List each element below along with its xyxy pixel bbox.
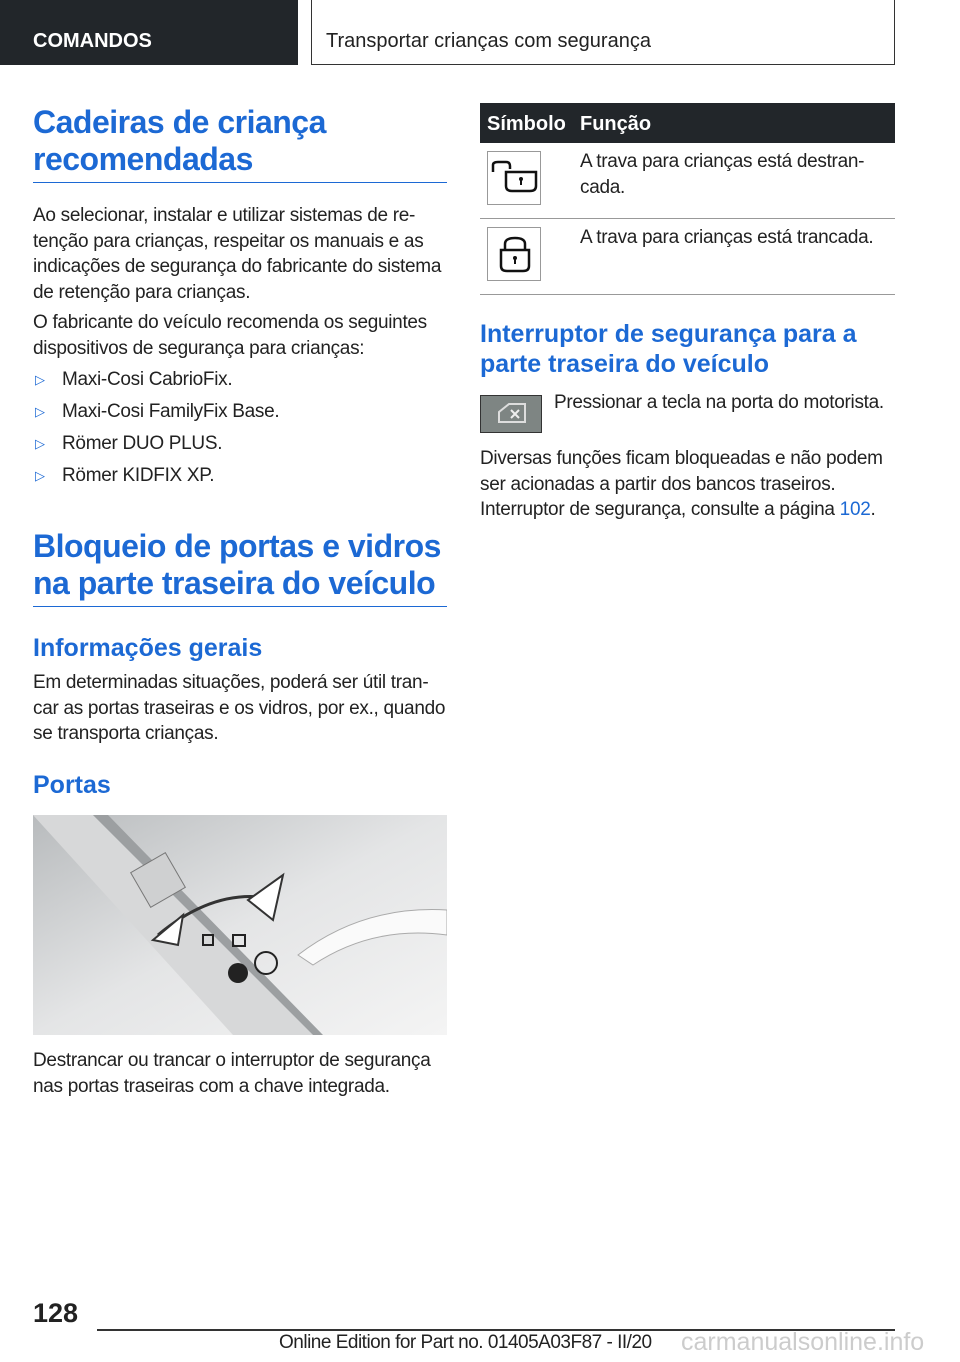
heading-recommended-seats: Cadeiras de criança recomendadas	[33, 104, 447, 183]
paragraph-intro: Ao selecionar, instalar e utilizar sistemas de retenção para crianças, respeitar os manuais e as indicações de segurança do fabricante do sistema de retenção para crianças.	[33, 205, 442, 303]
door-child-lock-image	[33, 815, 447, 1035]
heading-general-info: Informações gerais	[33, 634, 263, 662]
triangle-bullet-icon: ▷	[35, 436, 45, 451]
watermark: carmanualsonline.info	[681, 1328, 925, 1356]
triangle-bullet-icon: ▷	[35, 372, 45, 387]
paragraph-recommend: O fabricante do veículo recomenda os seguintes dispositivos de segurança para crianças:	[33, 312, 427, 359]
paragraph-text: Diversas funções ficam bloqueadas e não podem ser acionadas a partir dos bancos traseiros. Interruptor de segurança, consulte a página	[480, 448, 883, 520]
list-item-text: Römer DUO PLUS.	[62, 433, 223, 454]
table-row	[480, 143, 895, 219]
paragraph-functions-blocked	[480, 446, 895, 523]
list-item-text: Römer KIDFIX XP.	[62, 465, 215, 486]
list-item	[33, 460, 447, 492]
section-tab: COMANDOS	[0, 0, 298, 65]
lock-open-icon	[487, 151, 541, 205]
list-item	[33, 428, 447, 460]
list-item	[33, 396, 447, 428]
paragraph-general: Em determinadas situações, poderá ser útil trancar as portas traseiras e os vidros, por ex., quando se transporta crianças.	[33, 672, 446, 744]
heading-door-window-lock: Bloqueio de portas e vidros na parte traseira do veículo	[33, 528, 447, 607]
list-item-text: Maxi-Cosi CabrioFix.	[62, 369, 233, 390]
chapter-title: Transportar crianças com segurança	[311, 0, 895, 65]
window-lock-button-icon	[480, 395, 542, 433]
page-link[interactable]: 102	[839, 499, 871, 520]
table-cell-function: A trava para crianças está destrancada.	[580, 151, 865, 198]
table-cell-function: A trava para crianças está trancada.	[580, 227, 874, 248]
column-symbol: Símbolo	[487, 113, 566, 135]
heading-safety-switch: Interruptor de segurança para a parte traseira do veículo	[480, 320, 857, 378]
image-caption: Destrancar ou trancar o interruptor de segurança nas portas traseiras com a chave integrada.	[33, 1050, 431, 1097]
page-number: 128	[33, 1298, 79, 1328]
triangle-bullet-icon: ▷	[35, 468, 45, 483]
heading-doors: Portas	[33, 771, 111, 799]
list-item-text: Maxi-Cosi FamilyFix Base.	[62, 401, 280, 422]
edition-text: Online Edition for Part no. 01405A03F87 - II/20	[279, 1332, 652, 1353]
seat-list	[33, 364, 447, 492]
lock-closed-icon	[487, 227, 541, 281]
triangle-bullet-icon: ▷	[35, 404, 45, 419]
list-item	[33, 364, 447, 396]
paragraph-end: .	[870, 499, 876, 520]
table-row	[480, 219, 895, 295]
column-function: Função	[580, 113, 652, 135]
switch-instruction: Pressionar a tecla na porta do motorista.	[554, 392, 884, 413]
symbol-table-header	[480, 103, 895, 143]
